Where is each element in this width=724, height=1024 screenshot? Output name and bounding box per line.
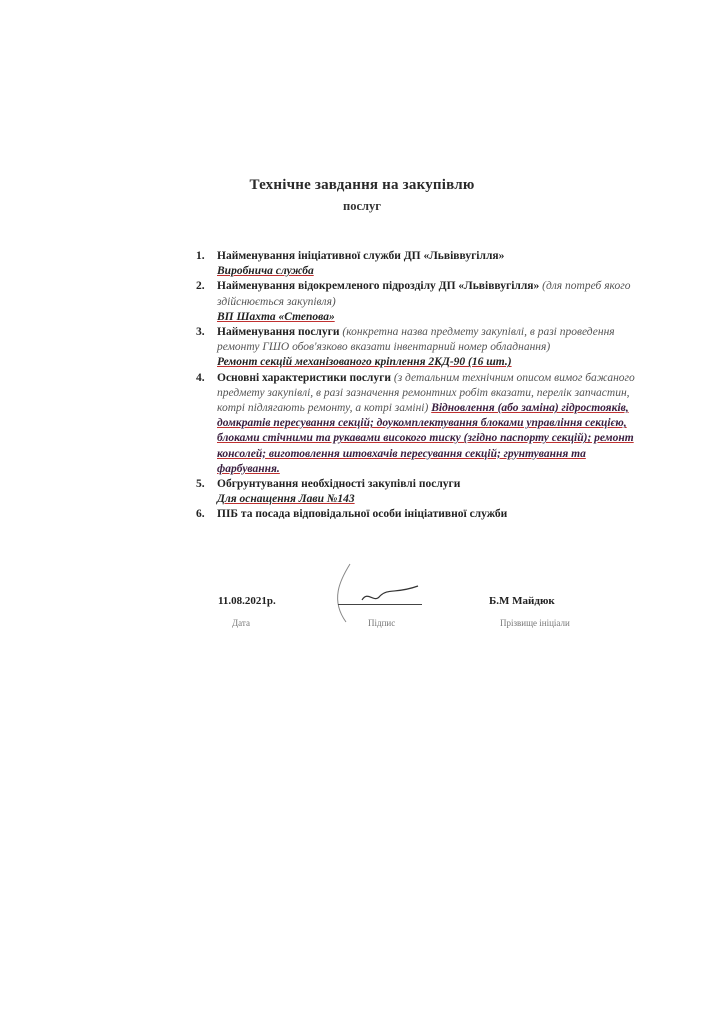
item-note: (конкретна назва предмету закупівлі, в разі проведення ремонту ГШО обов'язково вказати інвентарний номер обладнання) xyxy=(217,326,615,354)
item-label: Основні характеристики послуги xyxy=(217,371,391,384)
item-answer: Для оснащення Лави №143 xyxy=(217,493,355,506)
list-item xyxy=(196,507,636,522)
name-caption: Прізвище ініціали xyxy=(500,618,570,628)
item-number: 5. xyxy=(196,478,205,491)
signature-date: 11.08.2021р. xyxy=(218,595,276,607)
list-item xyxy=(196,279,636,325)
requirements-list xyxy=(196,249,636,523)
item-label: Обгрунтування необхідності закупівлі послуги xyxy=(217,478,461,491)
signature-caption: Підпис xyxy=(368,618,396,628)
date-caption: Дата xyxy=(232,618,250,628)
item-label: Найменування послуги xyxy=(217,326,340,339)
item-number: 4. xyxy=(196,371,205,384)
item-label: Найменування ініціативної служби ДП «Львіввугілля» xyxy=(217,250,505,262)
item-label: Найменування відокремленого підрозділу ДП «Львіввугілля» xyxy=(217,280,540,293)
item-number: 3. xyxy=(196,326,205,339)
item-answer: Виробнича служба xyxy=(217,265,314,278)
item-label: ПІБ та посада відповідальної особи ініціативної служби xyxy=(217,508,508,521)
item-answer: ВП Шахта «Степова» xyxy=(217,310,335,323)
item-number: 2. xyxy=(196,280,205,293)
list-item xyxy=(196,325,636,371)
list-item xyxy=(196,249,636,279)
document-subtitle: послуг xyxy=(343,199,381,213)
list-item xyxy=(196,371,636,477)
item-answer: Ремонт секцій механізованого кріплення 2КД-90 (16 шт.) xyxy=(217,356,512,369)
item-number: 6. xyxy=(196,508,205,521)
item-note: (з детальним технічним описом вимог бажаного предмету закупівлі, в разі зазначення ремонтних робіт вказати, перелік запчастин, котрі підлягають ремонту, а котрі заміні) xyxy=(217,371,635,415)
list-item xyxy=(196,477,636,507)
document-title: Технічне завдання на закупівлю xyxy=(249,177,475,193)
signature-line xyxy=(338,604,422,605)
item-answer: Відновлення (або заміна) гідростояків, домкратів пересування секцій; доукомплектування блоками управління секцією, блоками стічними та рукавами високого тиску (згідно паспорту секцій); ремонт консолей; виготовлення штовхачів пересування секцій; грунтування та фарбування. xyxy=(217,402,634,475)
signer-name: Б.М Майдюк xyxy=(489,595,555,607)
item-number: 1. xyxy=(196,250,205,262)
item-note: (для потреб якого здійснюється закупівля) xyxy=(217,280,631,308)
